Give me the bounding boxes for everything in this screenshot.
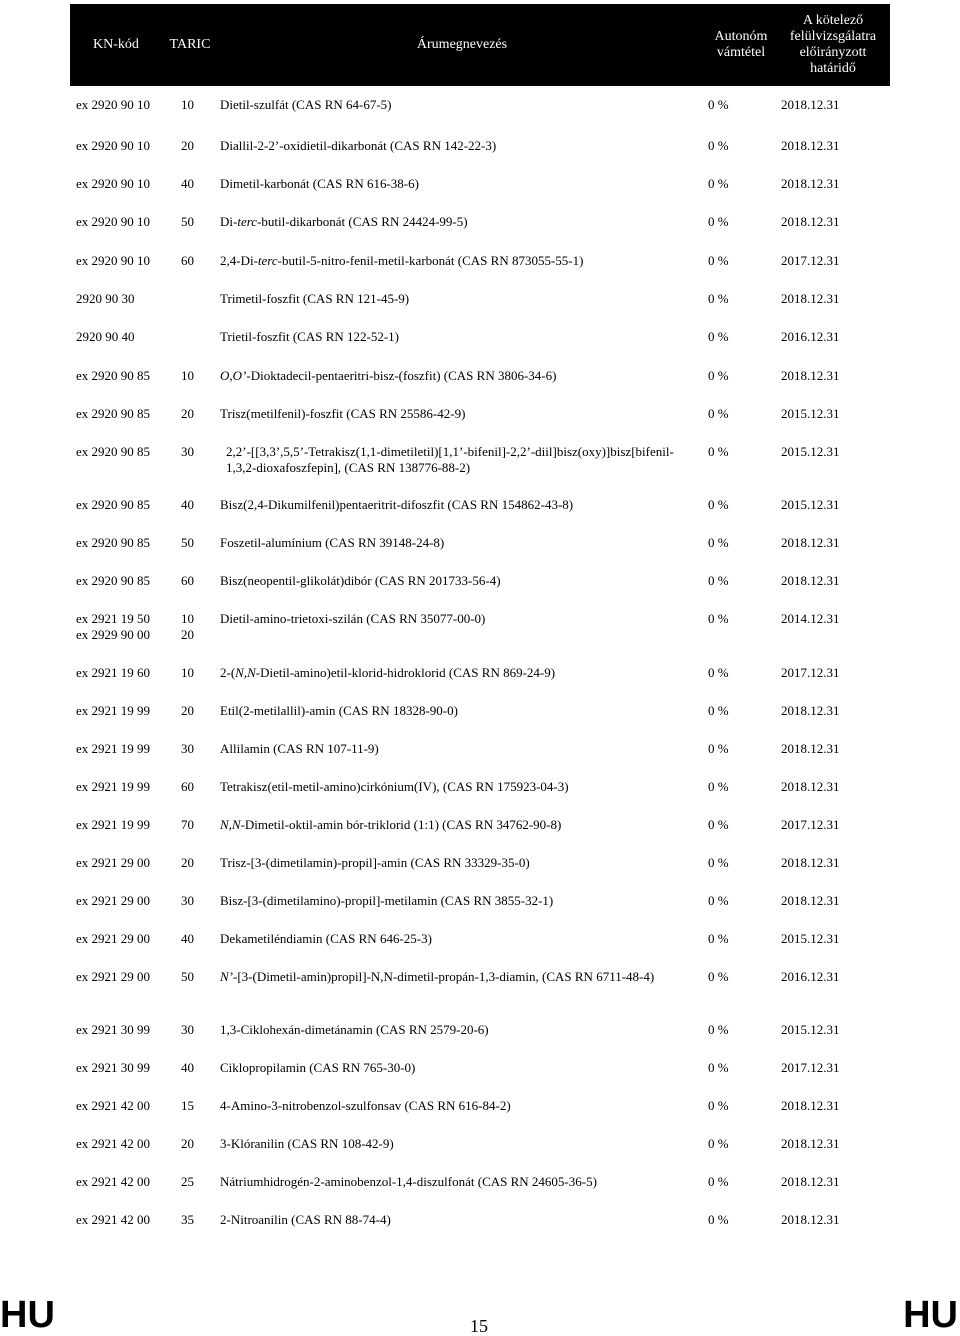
review-deadline-cell: 2015.12.31 [781,931,840,946]
description-text: Bisz(neopentil-glikolát)dibór (CAS RN 201733-56-4) [220,573,501,588]
autonomous-rate-cell: 0 % [708,665,729,680]
kn-code-cell: ex 2921 30 99 [76,1022,151,1037]
taric-cell: 40 [181,497,194,512]
kn-code-cell: ex 2921 29 00 [76,855,151,870]
description-text: -Dietil-amino)etil-klorid-hidroklorid (CAS RN 869-24-9) [255,665,556,680]
review-deadline-cell: 2018.12.31 [781,573,840,588]
taric-cell: 50 [181,214,194,229]
taric-cell: 30 [181,741,194,756]
description-cell [220,931,700,947]
description-prefix: Di- [220,214,238,229]
autonomous-rate-cell: 0 % [708,1022,729,1037]
autonomous-rate-cell: 0 % [708,855,729,870]
review-deadline-cell: 2018.12.31 [781,703,840,718]
autonomous-rate-cell: 0 % [708,703,729,718]
description-italic-part: O,O’ [220,368,247,383]
taric-cell: 40 [181,176,194,191]
description-cell [220,97,700,113]
description-cell [220,214,700,230]
kn-code-cell: ex 2921 19 99 [76,779,151,794]
kn-code-cell: ex 2920 90 85 [76,368,151,383]
description-text: Trimetil-foszfit (CAS RN 121-45-9) [220,291,410,306]
taric-cell: 10 [181,665,194,680]
description-italic-part: N,N [235,665,256,680]
autonomous-rate-cell: 0 % [708,214,729,229]
taric-cell: 30 [181,1022,194,1037]
kn-code-cell: ex 2921 19 50 ex 2929 90 00 [76,611,151,642]
taric-cell: 10 [181,368,194,383]
kn-code-cell: ex 2921 19 60 [76,665,151,680]
kn-code-cell: 2920 90 30 [76,291,135,306]
description-cell [220,368,700,384]
autonomous-rate-cell: 0 % [708,329,729,344]
description-text: Bisz(2,4-Dikumilfenil)pentaeritrit-difoszfit (CAS RN 154862-43-8) [220,497,574,512]
review-deadline-cell: 2015.12.31 [781,406,840,421]
review-deadline-cell: 2014.12.31 [781,611,840,626]
description-cell [220,291,700,307]
kn-code-cell: ex 2920 90 85 [76,406,151,421]
kn-code-cell: ex 2921 19 99 [76,741,151,756]
table-header [70,4,890,86]
description-text: 4-Amino-3-nitrobenzol-szulfonsav (CAS RN 616-84-2) [220,1098,511,1113]
autonomous-rate-cell: 0 % [708,1174,729,1189]
review-deadline-cell: 2018.12.31 [781,535,840,550]
description-prefix: 2-( [220,665,236,680]
description-text: -[3-(Dimetil-amin)propil]-N,N-dimetil-propán-1,3-diamin, (CAS RN 6711-48-4) [233,969,655,984]
review-deadline-cell: 2017.12.31 [781,1060,840,1075]
description-cell [220,1022,700,1038]
autonomous-rate-cell: 0 % [708,1136,729,1151]
description-text: Allilamin (CAS RN 107-11-9) [220,741,379,756]
description-text: Tetrakisz(etil-metil-amino)cirkónium(IV), (CAS RN 175923-04-3) [220,779,569,794]
description-cell [220,779,700,795]
review-deadline-cell: 2018.12.31 [781,893,840,908]
taric-cell: 30 [181,444,194,459]
description-text: Trisz-[3-(dimetilamin)-propil]-amin (CAS RN 33329-35-0) [220,855,530,870]
taric-cell: 10 20 [181,611,194,642]
description-cell [220,535,700,551]
review-deadline-cell: 2018.12.31 [781,1212,840,1227]
taric-cell: 35 [181,1212,194,1227]
kn-code-cell: ex 2920 90 85 [76,444,151,459]
description-cell [220,893,700,909]
description-cell [220,1174,700,1190]
description-cell [220,573,700,589]
autonomous-rate-cell: 0 % [708,893,729,908]
taric-cell: 60 [181,573,194,588]
kn-code-cell: ex 2920 90 10 [76,176,151,191]
description-text: Dietil-amino-trietoxi-szilán (CAS RN 35077-00-0) [220,611,486,626]
kn-code-cell: ex 2921 19 99 [76,703,151,718]
kn-code-cell: ex 2921 29 00 [76,893,151,908]
header-kn-code: KN-kód [93,37,139,52]
taric-cell: 20 [181,406,194,421]
review-deadline-cell: 2018.12.31 [781,97,840,112]
review-deadline-cell: 2018.12.31 [781,368,840,383]
autonomous-rate-cell: 0 % [708,497,729,512]
autonomous-rate-cell: 0 % [708,573,729,588]
taric-cell: 40 [181,931,194,946]
kn-code-cell: ex 2921 30 99 [76,1060,151,1075]
review-deadline-cell: 2016.12.31 [781,329,840,344]
review-deadline-cell: 2018.12.31 [781,138,840,153]
autonomous-rate-cell: 0 % [708,291,729,306]
description-text: Ciklopropilamin (CAS RN 765-30-0) [220,1060,416,1075]
taric-cell: 50 [181,535,194,550]
kn-code-cell: ex 2920 90 85 [76,497,151,512]
kn-code-cell: ex 2921 19 99 [76,817,151,832]
description-text: Etil(2-metilallil)-amin (CAS RN 18328-90-0) [220,703,458,718]
review-deadline-cell: 2016.12.31 [781,969,840,984]
kn-code-cell: ex 2921 42 00 [76,1136,151,1151]
description-italic-part: N,N [220,817,241,832]
description-cell [220,665,700,681]
description-text: Bisz-[3-(dimetilamino)-propil]-metilamin (CAS RN 3855-32-1) [220,893,554,908]
description-cell [220,703,700,719]
review-deadline-cell: 2018.12.31 [781,741,840,756]
review-deadline-cell: 2018.12.31 [781,855,840,870]
taric-cell: 20 [181,703,194,718]
kn-code-cell: ex 2921 42 00 [76,1098,151,1113]
autonomous-rate-cell: 0 % [708,368,729,383]
description-text: Dietil-szulfát (CAS RN 64-67-5) [220,97,392,112]
review-deadline-cell: 2017.12.31 [781,665,840,680]
description-italic-part: terc [257,253,278,268]
taric-cell: 40 [181,1060,194,1075]
description-cell [220,1060,700,1076]
description-cell [220,253,700,269]
review-deadline-cell: 2015.12.31 [781,497,840,512]
review-deadline-cell: 2018.12.31 [781,1174,840,1189]
autonomous-rate-cell: 0 % [708,535,729,550]
description-cell [220,611,700,627]
review-deadline-cell: 2018.12.31 [781,214,840,229]
taric-cell: 10 [181,97,194,112]
description-text: Dimetil-karbonát (CAS RN 616-38-6) [220,176,419,191]
description-text: 2,2’-[[3,3’,5,5’-Tetrakisz(1,1-dimetiletil)[1,1’-bifenil]-2,2’-diil]bisz(oxy)]bisz[bifenil-1,3,2-dioxafoszfepin], (CAS RN 138776-88-2) [226,444,674,475]
autonomous-rate-cell: 0 % [708,1060,729,1075]
country-mark-right: HU [903,1294,958,1336]
autonomous-rate-cell: 0 % [708,611,729,626]
review-deadline-cell: 2018.12.31 [781,1136,840,1151]
description-cell [220,406,700,422]
description-text: Nátriumhidrogén-2-aminobenzol-1,4-diszulfonát (CAS RN 24605-36-5) [220,1174,597,1189]
autonomous-rate-cell: 0 % [708,817,729,832]
description-text: Trietil-foszfit (CAS RN 122-52-1) [220,329,399,344]
autonomous-rate-cell: 0 % [708,97,729,112]
autonomous-rate-cell: 0 % [708,444,729,459]
kn-code-cell: ex 2920 90 10 [76,214,151,229]
description-italic-part: terc [237,214,258,229]
taric-cell: 60 [181,253,194,268]
autonomous-rate-cell: 0 % [708,176,729,191]
description-cell [226,444,700,476]
header-autonomous-rate: Autonóm vámtétel [714,29,768,60]
autonomous-rate-cell: 0 % [708,741,729,756]
kn-code-cell: ex 2921 42 00 [76,1212,151,1227]
review-deadline-cell: 2018.12.31 [781,779,840,794]
autonomous-rate-cell: 0 % [708,406,729,421]
kn-code-cell: ex 2920 90 85 [76,573,151,588]
taric-cell: 20 [181,138,194,153]
autonomous-rate-cell: 0 % [708,1212,729,1227]
kn-code-cell: ex 2921 29 00 [76,969,151,984]
page-number: 15 [470,1316,488,1336]
description-cell [220,497,700,513]
description-text: -butil-5-nitro-fenil-metil-karbonát (CAS RN 873055-55-1) [277,253,584,268]
kn-code-cell: ex 2920 90 10 [76,97,151,112]
description-text: 3-Klóranilin (CAS RN 108-42-9) [220,1136,394,1151]
review-deadline-cell: 2018.12.31 [781,176,840,191]
autonomous-rate-cell: 0 % [708,969,729,984]
description-cell [220,741,700,757]
header-taric: TARIC [169,37,211,52]
description-cell [220,855,700,871]
description-cell [220,1212,700,1228]
description-cell [220,329,700,345]
taric-cell: 70 [181,817,194,832]
kn-code-cell: ex 2920 90 10 [76,138,151,153]
kn-code-cell: ex 2920 90 10 [76,253,151,268]
taric-cell: 15 [181,1098,194,1113]
kn-code-cell: 2920 90 40 [76,329,135,344]
description-text: Foszetil-alumínium (CAS RN 39148-24-8) [220,535,445,550]
kn-code-cell: ex 2920 90 85 [76,535,151,550]
description-text: Diallil-2-2’-oxidietil-dikarbonát (CAS RN 142-22-3) [220,138,497,153]
taric-cell: 60 [181,779,194,794]
autonomous-rate-cell: 0 % [708,779,729,794]
header-description: Árumegnevezés [416,37,508,52]
country-mark-left: HU [0,1294,55,1336]
description-text: -butil-dikarbonát (CAS RN 24424-99-5) [257,214,468,229]
description-cell [220,138,700,154]
taric-cell: 25 [181,1174,194,1189]
description-italic-part: N’ [220,969,233,984]
description-prefix: 2,4-Di- [220,253,258,268]
review-deadline-cell: 2015.12.31 [781,444,840,459]
autonomous-rate-cell: 0 % [708,138,729,153]
kn-code-cell: ex 2921 29 00 [76,931,151,946]
description-text: -Dimetil-oktil-amin bór-triklorid (1:1) (CAS RN 34762-90-8) [240,817,562,832]
review-deadline-cell: 2018.12.31 [781,291,840,306]
autonomous-rate-cell: 0 % [708,253,729,268]
description-text: 2-Nitroanilin (CAS RN 88-74-4) [220,1212,391,1227]
autonomous-rate-cell: 0 % [708,1098,729,1113]
description-cell [220,1098,700,1114]
taric-cell: 30 [181,893,194,908]
review-deadline-cell: 2017.12.31 [781,817,840,832]
kn-code-cell: ex 2921 42 00 [76,1174,151,1189]
taric-cell: 20 [181,855,194,870]
description-text: 1,3-Ciklohexán-dimetánamin (CAS RN 2579-20-6) [220,1022,489,1037]
review-deadline-cell: 2015.12.31 [781,1022,840,1037]
description-cell [220,1136,700,1152]
taric-cell: 20 [181,1136,194,1151]
description-cell [220,176,700,192]
autonomous-rate-cell: 0 % [708,931,729,946]
review-deadline-cell: 2018.12.31 [781,1098,840,1113]
description-cell [220,817,700,833]
description-text: Trisz(metilfenil)-foszfit (CAS RN 25586-42-9) [220,406,466,421]
taric-cell: 50 [181,969,194,984]
description-text: Dekametiléndiamin (CAS RN 646-25-3) [220,931,432,946]
review-deadline-cell: 2017.12.31 [781,253,840,268]
description-text: -Dioktadecil-pentaeritri-bisz-(foszfit) (CAS RN 3806-34-6) [246,368,557,383]
header-review-deadline: A kötelező felülvizsgálatra előirányzott határidő [789,13,877,76]
description-cell [220,969,700,985]
